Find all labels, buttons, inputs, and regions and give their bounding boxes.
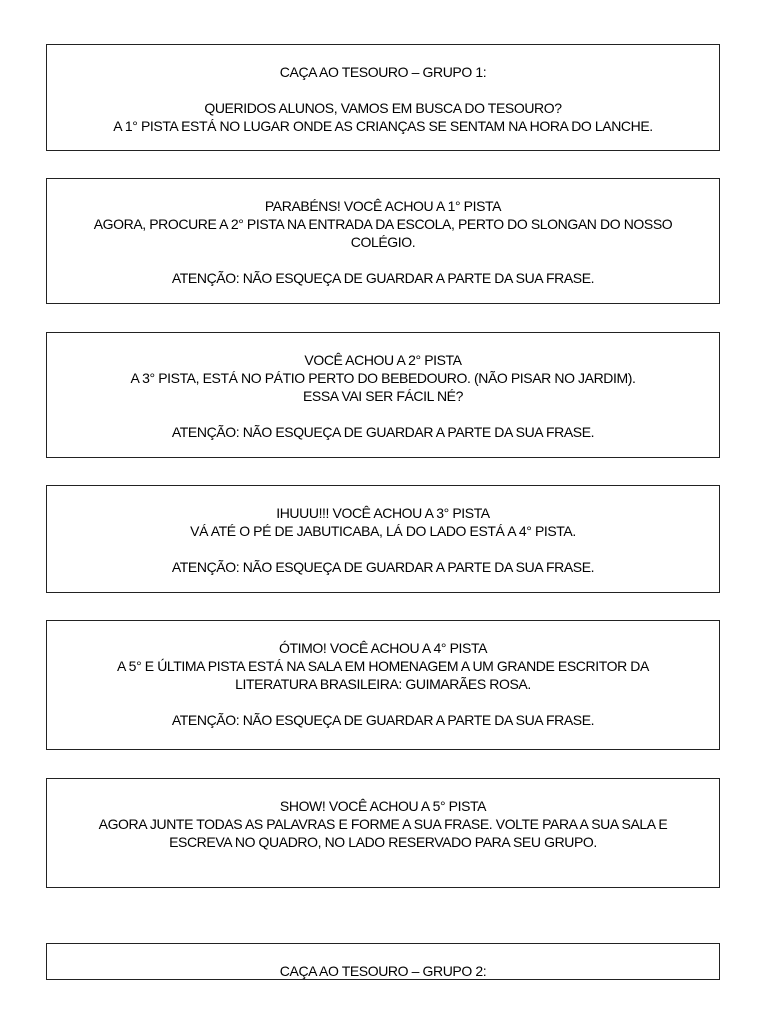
card-text: A 3° PISTA, ESTÁ NO PÁTIO PERTO DO BEBEDOURO. (NÃO PISAR NO JARDIM). [130,370,636,386]
clue-card-2 [46,178,720,304]
card-title: VOCÊ ACHOU A 2° PISTA [304,352,462,368]
card-warning: ATENÇÃO: NÃO ESQUEÇA DE GUARDAR A PARTE DA SUA FRASE. [171,424,595,440]
clue-card-7 [46,943,720,980]
card-warning: ATENÇÃO: NÃO ESQUEÇA DE GUARDAR A PARTE DA SUA FRASE. [171,270,595,286]
card-text: ESCREVA NO QUADRO, NO LADO RESERVADO PARA SEU GRUPO. [169,834,597,850]
card-title: ÓTIMO! VOCÊ ACHOU A 4° PISTA [278,640,488,656]
card-title: CAÇA AO TESOURO – GRUPO 2: [279,963,487,979]
card-text: AGORA, PROCURE A 2° PISTA NA ENTRADA DA ESCOLA, PERTO DO SLONGAN DO NOSSO [93,216,673,232]
card-text: A 5° E ÚLTIMA PISTA ESTÁ NA SALA EM HOMENAGEM A UM GRANDE ESCRITOR DA [117,658,649,674]
card-text: AGORA JUNTE TODAS AS PALAVRAS E FORME A SUA FRASE. VOLTE PARA A SUA SALA E [98,816,668,832]
card-text: A 1° PISTA ESTÁ NO LUGAR ONDE AS CRIANÇAS SE SENTAM NA HORA DO LANCHE. [113,118,653,134]
card-text: QUERIDOS ALUNOS, VAMOS EM BUSCA DO TESOURO? [204,100,562,116]
card-warning: ATENÇÃO: NÃO ESQUEÇA DE GUARDAR A PARTE DA SUA FRASE. [171,559,595,575]
card-text: ESSA VAI SER FÁCIL NÉ? [302,388,464,404]
card-text: COLÉGIO. [350,234,416,250]
card-title: PARABÉNS! VOCÊ ACHOU A 1° PISTA [264,198,502,214]
clue-card-1 [46,44,720,151]
card-text: LITERATURA BRASILEIRA: GUIMARÃES ROSA. [235,676,531,692]
clue-card-6 [46,778,720,888]
card-title: SHOW! VOCÊ ACHOU A 5° PISTA [279,798,487,814]
clue-card-5 [46,620,720,750]
clue-card-3 [46,332,720,458]
card-text: VÁ ATÉ O PÉ DE JABUTICABA, LÁ DO LADO ESTÁ A 4° PISTA. [190,523,576,539]
card-warning: ATENÇÃO: NÃO ESQUEÇA DE GUARDAR A PARTE DA SUA FRASE. [171,712,595,728]
clue-card-4 [46,485,720,593]
card-title: IHUUU!!! VOCÊ ACHOU A 3° PISTA [276,505,490,521]
card-title: CAÇA AO TESOURO – GRUPO 1: [279,64,487,80]
